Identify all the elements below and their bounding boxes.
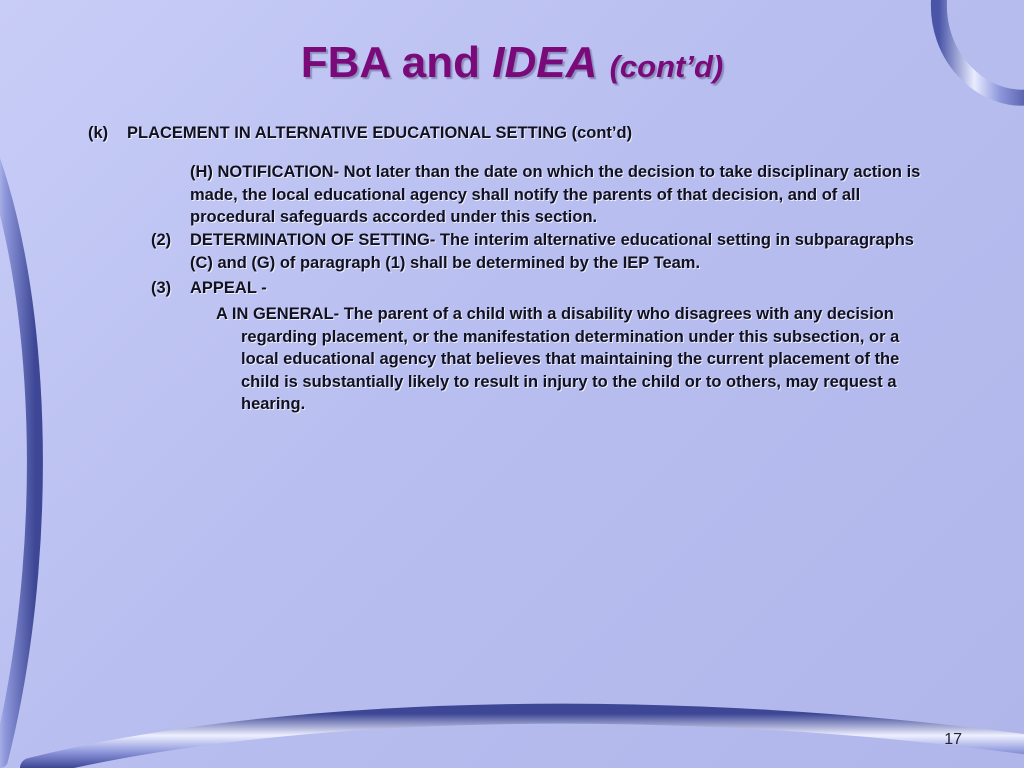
title-part-contd: (cont’d) xyxy=(609,49,724,84)
notification-paragraph: (H) NOTIFICATION- Not later than the date on which the decision to take disciplinary action is made, the local educational agency shall notify the parents of that decision, and of all procedural safeguards accorded under this section. xyxy=(190,163,921,226)
appeal-in-general-paragraph xyxy=(216,303,921,416)
item-3-marker: (3) xyxy=(151,279,172,297)
determination-of-setting-text: DETERMINATION OF SETTING- The interim alternative educational setting in subparagraphs (C) and (G) of paragraph (1) shall be determined by the IEP Team. xyxy=(190,231,914,272)
section-k-marker: (k) xyxy=(88,124,109,142)
item-2-marker: (2) xyxy=(151,231,172,249)
left-ring-arc xyxy=(0,90,35,760)
appeal-in-general-text: A IN GENERAL- The parent of a child with a disability who disagrees with any decision regarding placement, or the manifestation determination under this subsection, or a local educational agency that believes that maintaining the current placement of the child is substantially likely to result in injury to the child or to others, may request a hearing. xyxy=(216,305,900,413)
bottom-ring-arc xyxy=(30,714,1024,768)
title-part-fba: FBA and xyxy=(300,38,493,87)
slide-title xyxy=(0,38,1024,88)
appeal-heading: APPEAL - xyxy=(190,279,267,297)
section-k-heading: PLACEMENT IN ALTERNATIVE EDUCATIONAL SETTING (cont’d) xyxy=(127,124,633,142)
title-part-idea: IDEA xyxy=(492,38,598,87)
page-number: 17 xyxy=(944,731,962,748)
